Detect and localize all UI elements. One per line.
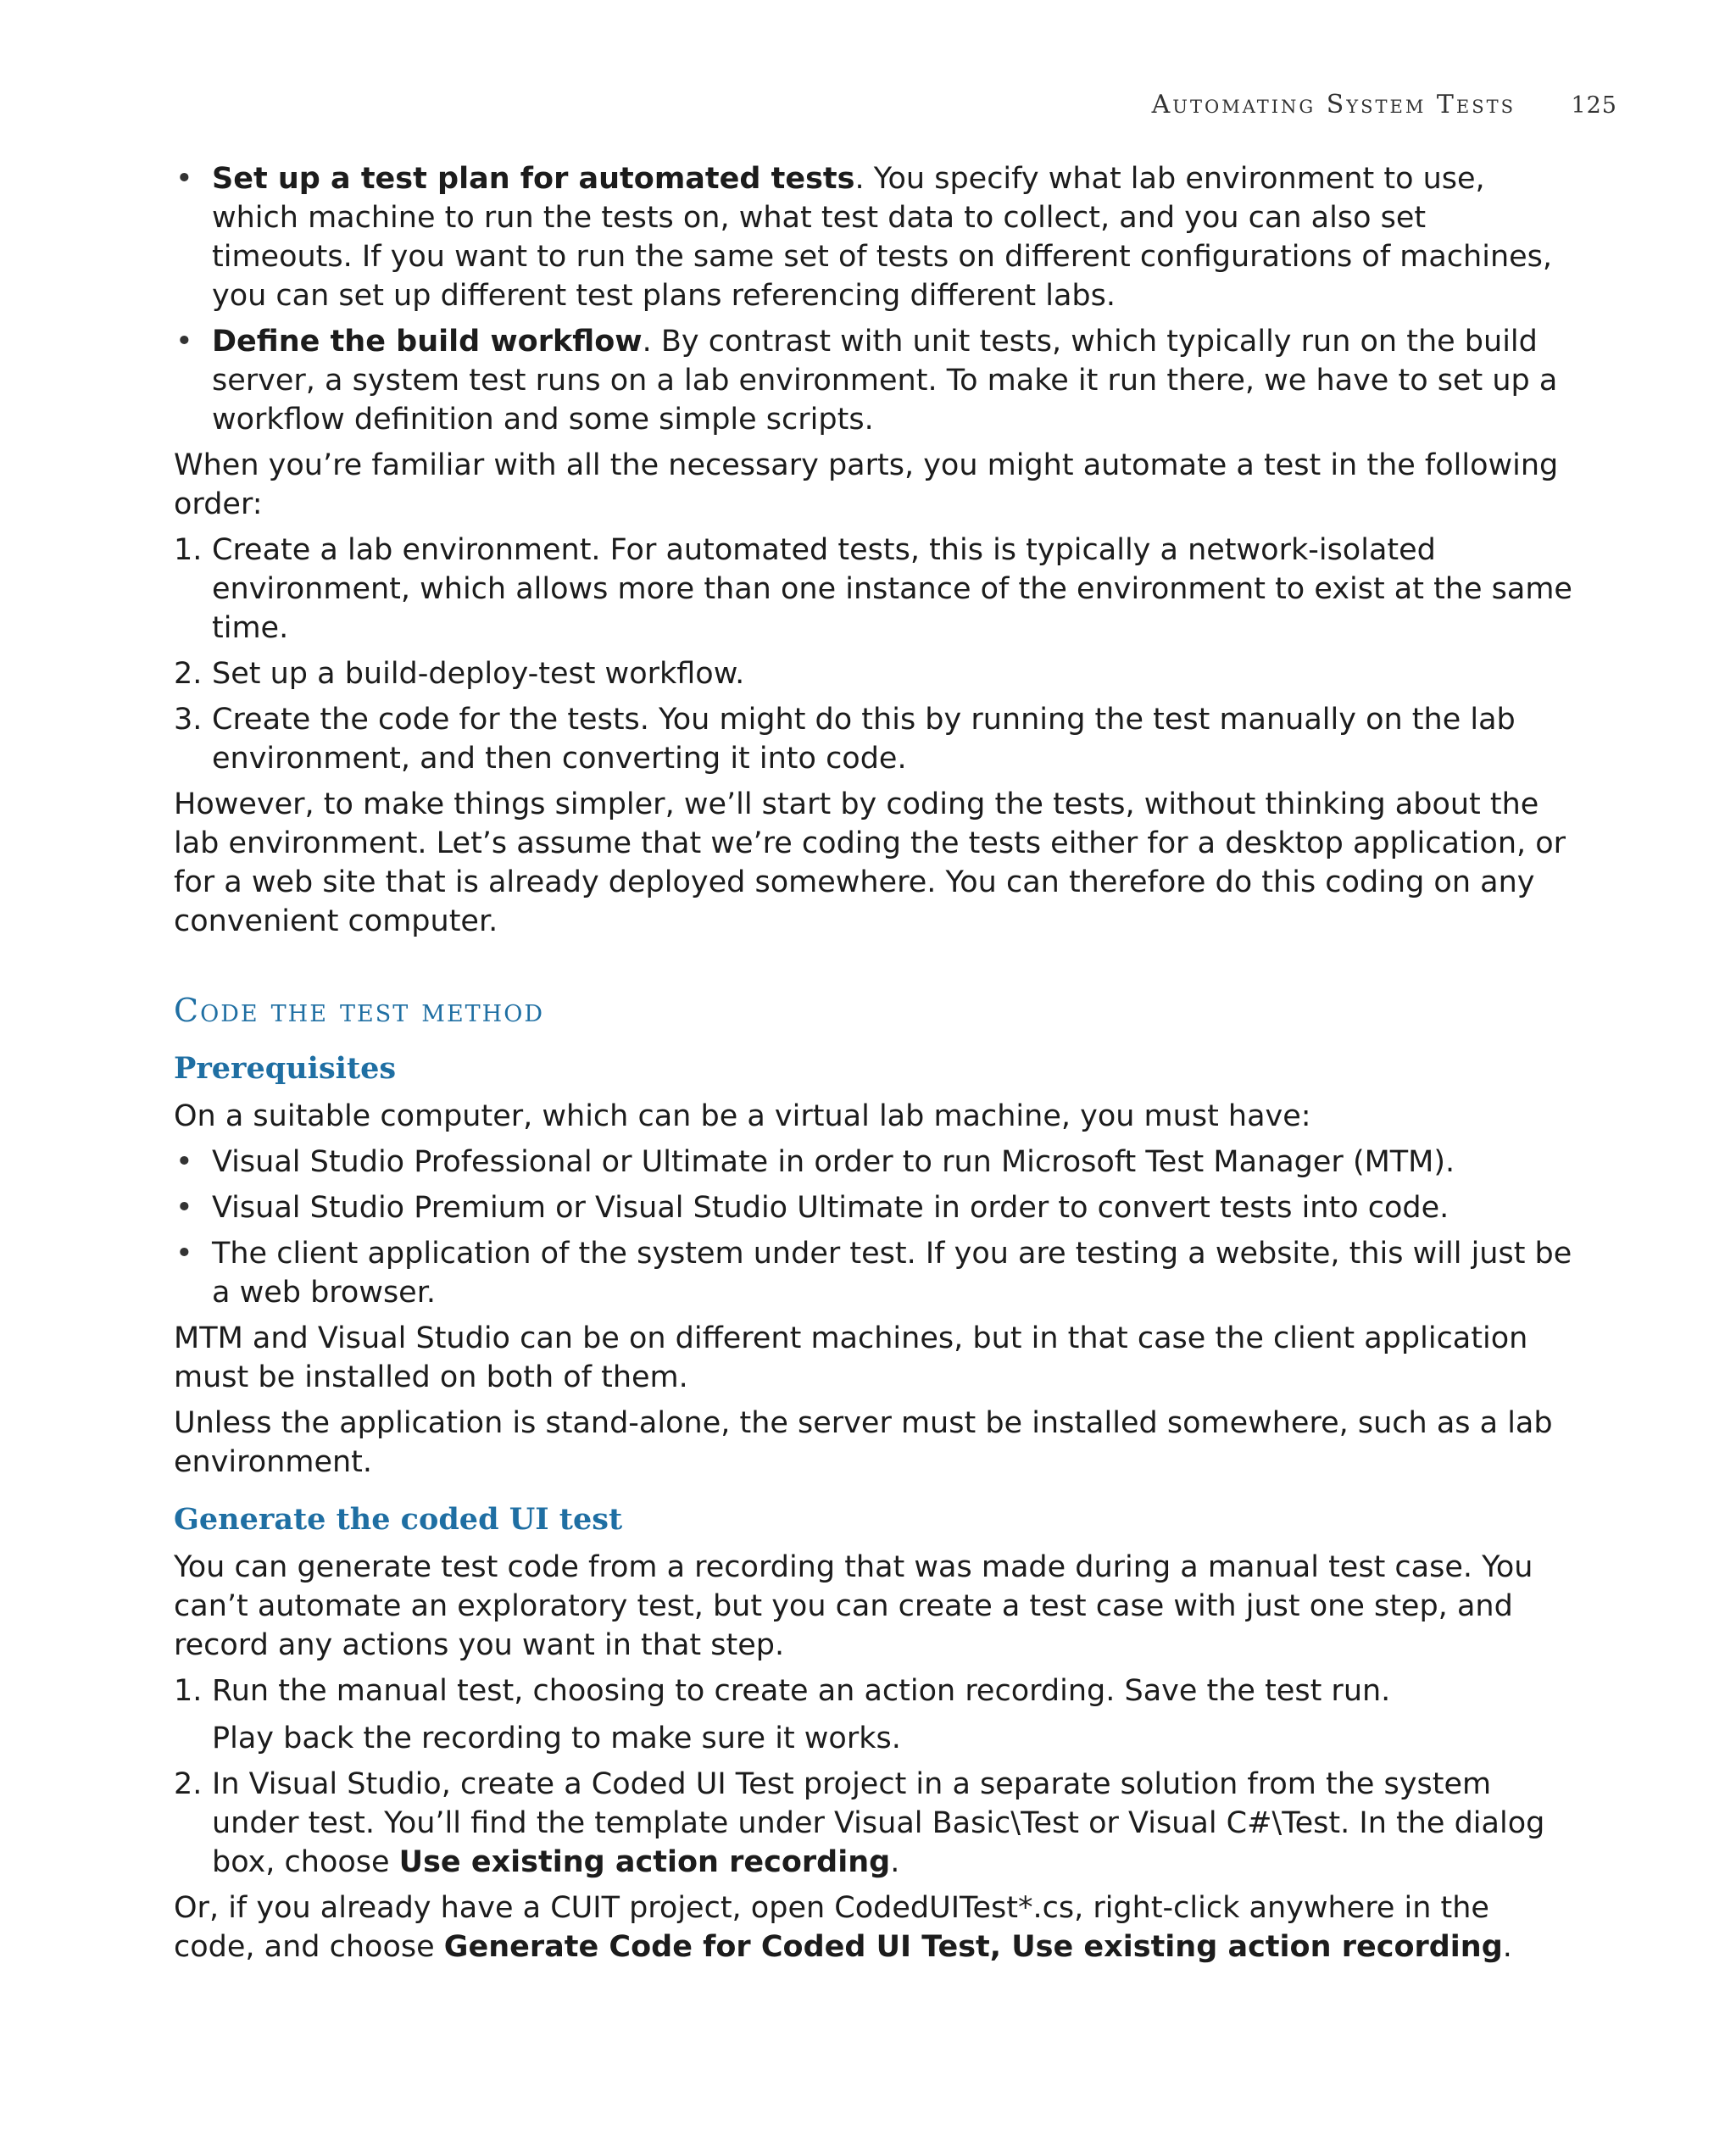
list-item [174,322,1572,439]
generate-step-list [174,1672,1572,1882]
step-text: Create a lab environment. For automated tests, this is typically a network-isolated environment, which allows more than one instance of the environment to exist at the same time. [212,533,1572,645]
step-bold-term: Use existing action recording [398,1845,891,1879]
list-item: • Visual Studio Professional or Ultimate in order to run Microsoft Test Manager (MTM). [174,1143,1572,1182]
list-item [174,531,1572,648]
step-number: 2. [174,657,203,691]
step-text-end: . [890,1845,900,1879]
step-number: 2. [174,1767,203,1801]
step-text: Create the code for the tests. You might do this by running the test manually on the lab environment, and then converting it into code. [212,703,1516,776]
running-head [431,90,1617,120]
prereq-intro-paragraph: On a suitable computer, which can be a virtual lab machine, you must have: [174,1099,1311,1133]
step-subtext: Play back the recording to make sure it works. [212,1722,901,1755]
list-item: • Visual Studio Premium or Visual Studio Ultimate in order to convert tests into code. [174,1188,1572,1227]
step-text: Set up a build-deploy-test workflow. [212,657,745,691]
step-number: 1. [174,1674,203,1708]
step-number: 1. [174,533,203,567]
final-text-end: . [1502,1930,1512,1964]
list-item [174,654,1572,693]
list-item: • The client application of the system under test. If you are testing a website, this will just be a web browser. [174,1234,1572,1312]
server-paragraph: Unless the application is stand-alone, the server must be installed somewhere, such as a lab environment. [174,1406,1553,1479]
running-title: Automating System Tests [1151,90,1516,120]
step-text: Run the manual test, choosing to create an action recording. Save the test run. [212,1674,1391,1708]
main-content [174,159,1572,1973]
list-item [174,1765,1572,1882]
generate-paragraph: You can generate test code from a recording that was made during a manual test case. You can’t automate an exploratory test, but you can create a test case with just one step, and record any actions you want in that step. [174,1550,1533,1662]
final-bold-term: Generate Code for Coded UI Test, Use existing action recording [443,1930,1503,1964]
mtm-paragraph: MTM and Visual Studio can be on different machines, but in that case the client application must be installed on both of them. [174,1321,1528,1394]
list-item [174,700,1572,778]
bullet-text: . By contrast with unit tests, which typically run on the build server, a system test runs on a lab environment. To make it run there, we have to set up a workflow definition and some simple scripts. [212,325,1558,437]
bullet-bold-term: Define the build workflow [212,325,643,359]
list-item [174,1672,1572,1758]
simpler-paragraph: However, to make things simpler, we’ll start by coding the tests, without thinking about the lab environment. Let’s assume that we’re coding the tests either for a desktop application, or for a web site that is already deployed somewhere. You can therefore do this coding on any convenient computer. [174,787,1566,938]
intro-bullet-list [174,159,1572,439]
bullet-bold-term: Set up a test plan for automated tests [212,162,855,196]
subheading-generate-coded-ui-test: Generate the coded UI test [174,1502,623,1537]
step-text: In Visual Studio, create a Coded UI Test project in a separate solution from the system under test. You’ll find the template under Visual Basic\Test or Visual C#\Test. In the dialog box, choose [212,1767,1545,1879]
subheading-prerequisites: Prerequisites [174,1051,397,1086]
section-heading-code-the-test-method: Code the test method [174,992,544,1029]
bullet-text: . You specify what lab environment to use, which machine to run the tests on, what test data to collect, and you can also set timeouts. If you want to run the same set of tests on different configurations of machines, you can set up different test plans referencing different labs. [212,162,1553,313]
final-text: Or, if you already have a CUIT project, open CodedUITest*.cs, right-click anywhere in the code, and choose [174,1891,1489,1964]
list-item [174,159,1572,315]
final-paragraph [174,1888,1572,1966]
page-number: 125 [1571,92,1617,119]
order-step-list [174,531,1572,778]
step-number: 3. [174,703,203,737]
order-intro-paragraph: When you’re familiar with all the necessary parts, you might automate a test in the following order: [174,448,1559,521]
prereq-bullet-list [174,1143,1572,1312]
